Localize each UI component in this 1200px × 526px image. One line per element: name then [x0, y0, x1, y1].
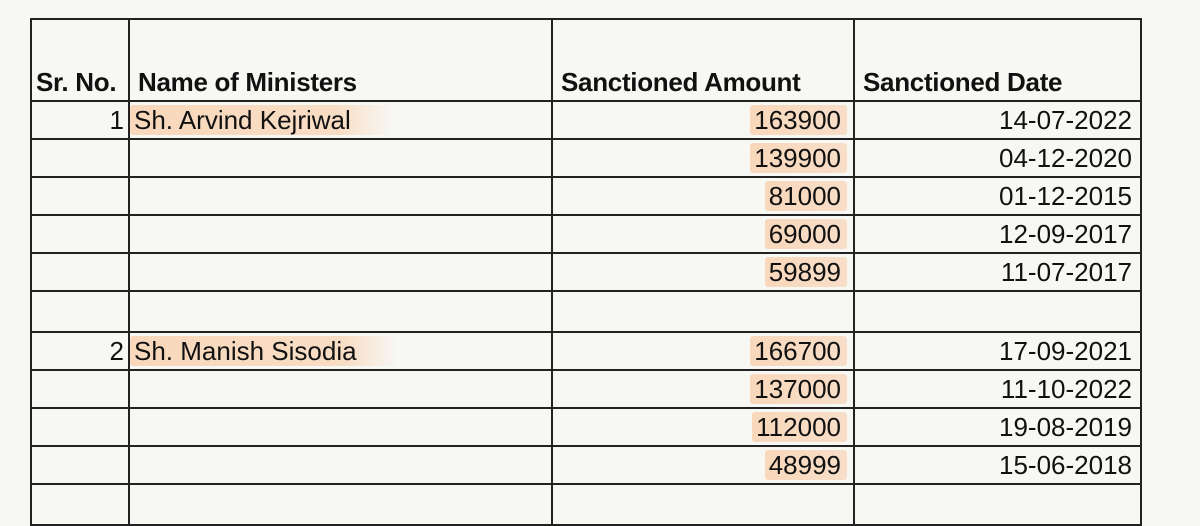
date-cell [854, 484, 1141, 525]
table-row [31, 253, 1141, 291]
header-row [31, 19, 1141, 101]
amount-cell-text: 112000 [752, 412, 847, 442]
minister-name-cell [129, 101, 552, 139]
amount-cell [552, 291, 854, 332]
header-sr-no: Sr. No. [31, 19, 129, 101]
amount-cell-text: 81000 [765, 181, 847, 211]
table-row [31, 446, 1141, 484]
sr-no-cell [31, 215, 129, 253]
sr-no-cell [31, 253, 129, 291]
sr-no-cell [31, 177, 129, 215]
minister-name-cell [129, 332, 552, 370]
minister-name-cell [129, 484, 552, 525]
date-cell: 01-12-2015 [854, 177, 1141, 215]
table-row [31, 139, 1141, 177]
header-amount: Sanctioned Amount [552, 19, 854, 101]
amount-cell [552, 332, 854, 370]
amount-cell [552, 253, 854, 291]
amount-cell [552, 139, 854, 177]
minister-name-cell [129, 215, 552, 253]
sr-no-cell: 1 [31, 101, 129, 139]
sr-no-cell [31, 408, 129, 446]
date-cell: 14-07-2022 [854, 101, 1141, 139]
sr-no-cell [31, 484, 129, 525]
amount-cell [552, 370, 854, 408]
minister-name-cell [129, 408, 552, 446]
date-cell [854, 291, 1141, 332]
table-row [31, 215, 1141, 253]
amount-cell-text: 48999 [765, 450, 847, 480]
amount-cell-text: 69000 [765, 219, 847, 249]
date-cell: 11-10-2022 [854, 370, 1141, 408]
table-row [31, 291, 1141, 332]
minister-name-cell [129, 291, 552, 332]
header-name: Name of Ministers [129, 19, 552, 101]
table-row [31, 101, 1141, 139]
minister-name-cell-text: Sh. Arvind Kejriwal [130, 105, 391, 135]
amount-cell [552, 408, 854, 446]
date-cell: 19-08-2019 [854, 408, 1141, 446]
date-cell: 11-07-2017 [854, 253, 1141, 291]
table-row [31, 370, 1141, 408]
sr-no-cell [31, 139, 129, 177]
date-cell: 12-09-2017 [854, 215, 1141, 253]
date-cell: 15-06-2018 [854, 446, 1141, 484]
date-cell: 04-12-2020 [854, 139, 1141, 177]
minister-name-cell [129, 177, 552, 215]
table-body [31, 101, 1141, 525]
minister-name-cell [129, 370, 552, 408]
amount-cell [552, 215, 854, 253]
table-row [31, 177, 1141, 215]
sanction-table [30, 18, 1142, 526]
sr-no-cell [31, 370, 129, 408]
amount-cell [552, 101, 854, 139]
amount-cell-text: 137000 [750, 374, 847, 404]
amount-cell-text: 166700 [750, 336, 847, 366]
amount-cell [552, 484, 854, 525]
amount-cell-text: 163900 [750, 105, 847, 135]
header-date: Sanctioned Date [854, 19, 1141, 101]
minister-name-cell [129, 446, 552, 484]
amount-cell [552, 177, 854, 215]
table-row [31, 408, 1141, 446]
minister-name-cell [129, 139, 552, 177]
date-cell: 17-09-2021 [854, 332, 1141, 370]
table-row [31, 332, 1141, 370]
table-row [31, 484, 1141, 525]
amount-cell-text: 59899 [765, 257, 847, 287]
sr-no-cell [31, 291, 129, 332]
amount-cell [552, 446, 854, 484]
sr-no-cell [31, 446, 129, 484]
minister-name-cell [129, 253, 552, 291]
minister-name-cell-text: Sh. Manish Sisodia [130, 336, 397, 366]
sr-no-cell: 2 [31, 332, 129, 370]
amount-cell-text: 139900 [750, 143, 847, 173]
